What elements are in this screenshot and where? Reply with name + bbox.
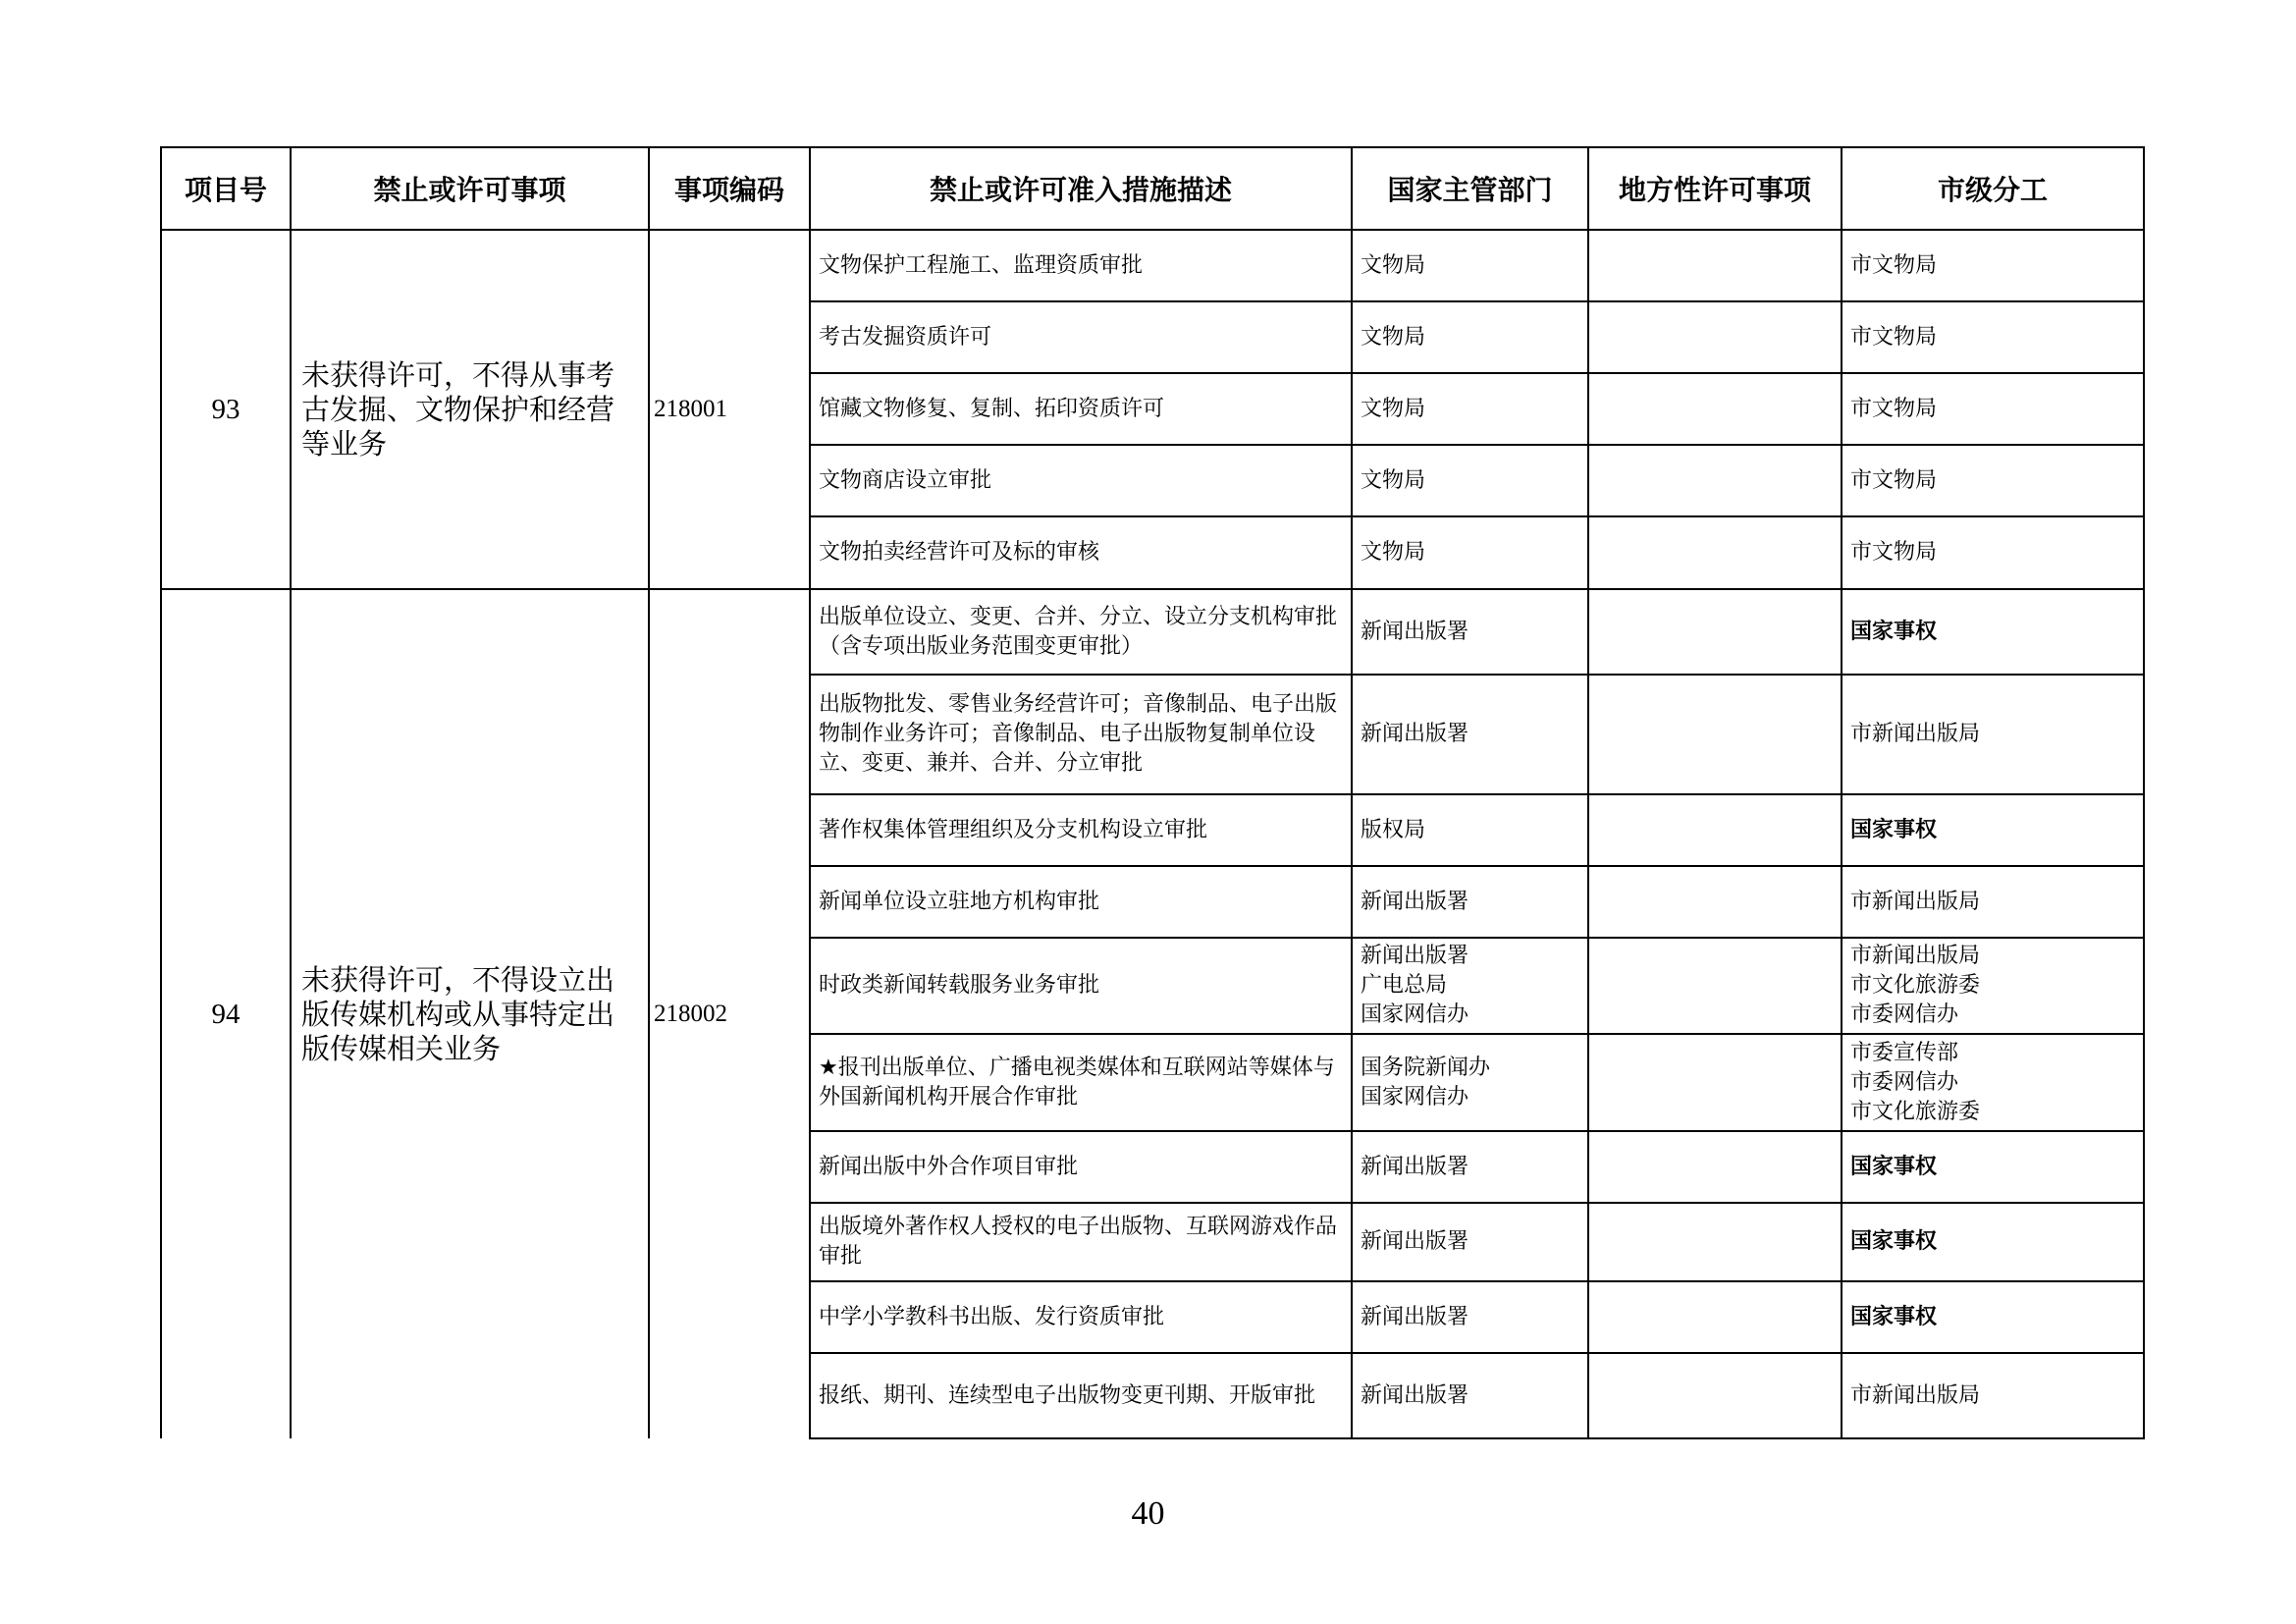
department-line: 版权局 [1361, 817, 1426, 842]
local-permit [1588, 301, 1842, 373]
header-national-dept: 国家主管部门 [1352, 147, 1588, 230]
national-department [1352, 445, 1588, 516]
measure-description: 新闻出版中外合作项目审批 [810, 1131, 1352, 1203]
measure-description: 考古发掘资质许可 [810, 301, 1352, 373]
measure-description: 出版境外著作权人授权的电子出版物、互联网游戏作品审批 [810, 1203, 1352, 1281]
header-item-no: 项目号 [161, 147, 291, 230]
national-department [1352, 794, 1588, 866]
city-department-line: 市文化旅游委 [1850, 1099, 1981, 1124]
measure-description: ★报刊出版单位、广播电视类媒体和互联网站等媒体与外国新闻机构开展合作审批 [810, 1034, 1352, 1131]
department-line: 文物局 [1361, 396, 1426, 421]
city-department-line: 市文物局 [1850, 252, 1938, 278]
national-department [1352, 373, 1588, 445]
city-department-line: 市新闻出版局 [1850, 1382, 1981, 1408]
item-number: 93 [161, 230, 291, 589]
national-department [1352, 1203, 1588, 1281]
measure-description: 报纸、期刊、连续型电子出版物变更刊期、开版审批 [810, 1353, 1352, 1438]
header-permit-item: 禁止或许可事项 [291, 147, 649, 230]
city-division [1842, 1131, 2144, 1203]
city-division [1842, 230, 2144, 301]
local-permit [1588, 516, 1842, 589]
header-city-division: 市级分工 [1842, 147, 2144, 230]
local-permit [1588, 445, 1842, 516]
city-division [1842, 301, 2144, 373]
measure-description: 著作权集体管理组织及分支机构设立审批 [810, 794, 1352, 866]
national-department [1352, 866, 1588, 938]
local-permit [1588, 794, 1842, 866]
local-permit [1588, 675, 1842, 794]
measure-description: 出版单位设立、变更、合并、分立、设立分支机构审批（含专项出版业务范围变更审批） [810, 589, 1352, 675]
city-division [1842, 589, 2144, 675]
department-line: 文物局 [1361, 467, 1426, 493]
city-division [1842, 1281, 2144, 1353]
item-code: 218001 [649, 230, 810, 589]
national-department [1352, 230, 1588, 301]
measure-description: 文物拍卖经营许可及标的审核 [810, 516, 1352, 589]
header-measure-desc: 禁止或许可准入措施描述 [810, 147, 1352, 230]
national-department [1352, 1353, 1588, 1438]
permit-table [160, 146, 2145, 1439]
department-line: 新闻出版署 [1361, 1154, 1469, 1179]
city-division [1842, 866, 2144, 938]
city-department-line: 市新闻出版局 [1850, 722, 1981, 746]
header-local-permit: 地方性许可事项 [1588, 147, 1842, 230]
page-number: 40 [1131, 1495, 1165, 1532]
national-department [1352, 1131, 1588, 1203]
city-division [1842, 516, 2144, 589]
city-division [1842, 794, 2144, 866]
city-division [1842, 1034, 2144, 1131]
local-permit [1588, 1281, 1842, 1353]
local-permit [1588, 373, 1842, 445]
city-department-line: 国家事权 [1850, 817, 1938, 842]
item-number: 94 [161, 589, 291, 1438]
city-department-line: 市委网信办 [1850, 1002, 1959, 1027]
department-line: 新闻出版署 [1361, 722, 1469, 746]
city-department-line: 市文化旅游委 [1850, 973, 1981, 998]
city-department-line: 市文物局 [1850, 467, 1938, 493]
city-division [1842, 938, 2144, 1034]
national-department [1352, 675, 1588, 794]
department-line: 广电总局 [1361, 973, 1448, 998]
permit-item: 未获得许可，不得从事考古发掘、文物保护和经营等业务 [291, 230, 649, 589]
national-department [1352, 589, 1588, 675]
local-permit [1588, 938, 1842, 1034]
department-line: 文物局 [1361, 324, 1426, 350]
department-line: 新闻出版署 [1361, 1229, 1469, 1254]
header-row [161, 147, 2144, 230]
city-department-line: 市委网信办 [1850, 1069, 1959, 1095]
city-department-line: 国家事权 [1850, 619, 1938, 644]
city-division [1842, 1203, 2144, 1281]
measure-description: 馆藏文物修复、复制、拓印资质许可 [810, 373, 1352, 445]
department-line: 国家网信办 [1361, 1084, 1469, 1110]
local-permit [1588, 1353, 1842, 1438]
city-division [1842, 445, 2144, 516]
measure-description: 出版物批发、零售业务经营许可；音像制品、电子出版物制作业务许可；音像制品、电子出版物复制单位设立、变更、兼并、合并、分立审批 [810, 675, 1352, 794]
city-department-line: 市新闻出版局 [1850, 889, 1981, 914]
national-department [1352, 1034, 1588, 1131]
measure-description: 时政类新闻转载服务业务审批 [810, 938, 1352, 1034]
department-line: 新闻出版署 [1361, 619, 1469, 644]
table-row [161, 230, 2144, 301]
city-department-line: 市新闻出版局 [1850, 944, 1981, 968]
department-line: 新闻出版署 [1361, 889, 1469, 914]
department-line: 国务院新闻办 [1361, 1055, 1491, 1080]
department-line: 新闻出版署 [1361, 1304, 1469, 1329]
city-department-line: 市文物局 [1850, 396, 1938, 421]
measure-description: 文物商店设立审批 [810, 445, 1352, 516]
city-division [1842, 373, 2144, 445]
local-permit [1588, 1034, 1842, 1131]
city-division [1842, 1353, 2144, 1438]
header-item-code: 事项编码 [649, 147, 810, 230]
measure-description: 中学小学教科书出版、发行资质审批 [810, 1281, 1352, 1353]
permit-item: 未获得许可，不得设立出版传媒机构或从事特定出版传媒相关业务 [291, 589, 649, 1438]
national-department [1352, 1281, 1588, 1353]
local-permit [1588, 230, 1842, 301]
measure-description: 新闻单位设立驻地方机构审批 [810, 866, 1352, 938]
city-department-line: 国家事权 [1850, 1229, 1938, 1254]
department-line: 新闻出版署 [1361, 944, 1469, 968]
table-row [161, 589, 2144, 675]
national-department [1352, 938, 1588, 1034]
item-code: 218002 [649, 589, 810, 1438]
local-permit [1588, 866, 1842, 938]
city-division [1842, 675, 2144, 794]
city-department-line: 市文物局 [1850, 324, 1938, 350]
department-line: 文物局 [1361, 252, 1426, 278]
city-department-line: 市委宣传部 [1850, 1040, 1959, 1065]
department-line: 国家网信办 [1361, 1002, 1469, 1027]
local-permit [1588, 1203, 1842, 1281]
department-line: 新闻出版署 [1361, 1382, 1469, 1408]
national-department [1352, 516, 1588, 589]
city-department-line: 国家事权 [1850, 1154, 1938, 1179]
national-department [1352, 301, 1588, 373]
city-department-line: 国家事权 [1850, 1304, 1938, 1329]
department-line: 文物局 [1361, 540, 1426, 565]
local-permit [1588, 1131, 1842, 1203]
local-permit [1588, 589, 1842, 675]
measure-description: 文物保护工程施工、监理资质审批 [810, 230, 1352, 301]
city-department-line: 市文物局 [1850, 540, 1938, 565]
